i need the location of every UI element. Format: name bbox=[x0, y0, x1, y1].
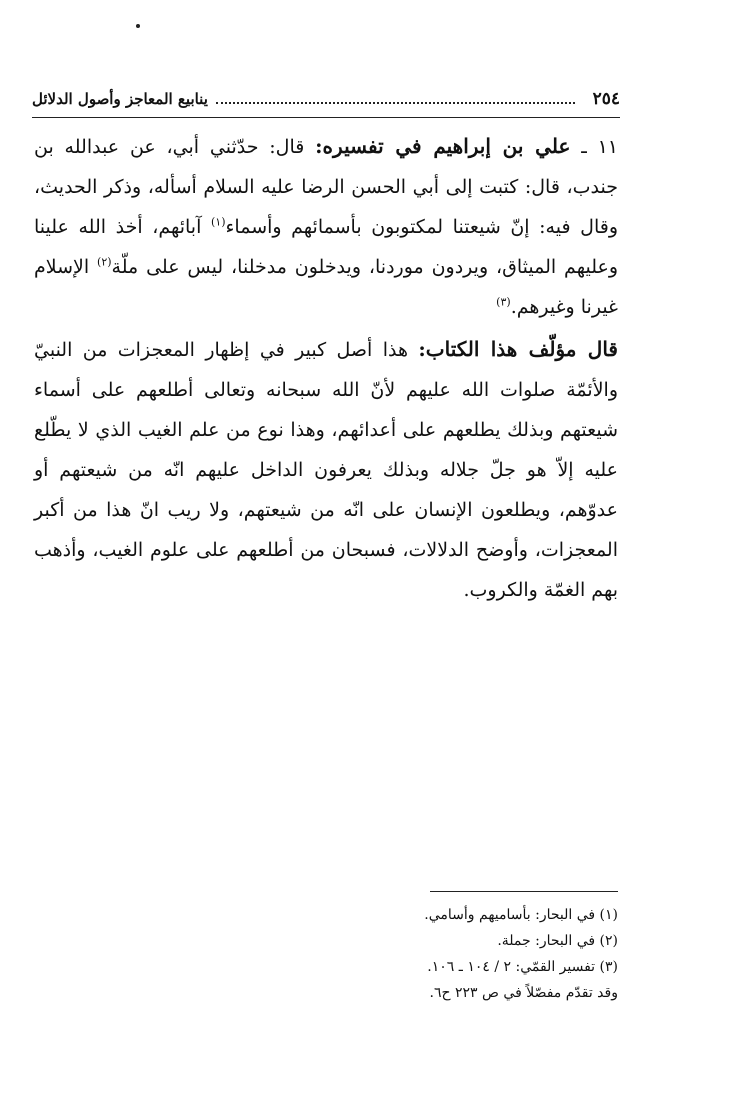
author-comment-paragraph bbox=[34, 329, 618, 610]
dotted-leader bbox=[216, 102, 575, 104]
hadith-text-2: آبائهم، أخذ الله علينا وعليهم الميثاق، ويردون موردنا، ويدخلون مدخلنا، ليس على ملّة bbox=[34, 216, 618, 278]
hadith-paragraph bbox=[34, 126, 618, 327]
main-text bbox=[34, 126, 618, 610]
footnote-rule bbox=[430, 891, 618, 892]
footnotes bbox=[200, 902, 618, 1006]
footnote-2: (٢) في البحار: جملة. bbox=[497, 933, 618, 949]
footnote-3-continuation: وقد تقدّم مفصّلاً في ص ٢٢٣ ح٦. bbox=[429, 985, 618, 1001]
footnote-ref-1: (١) bbox=[210, 215, 226, 229]
author-comment-text: هذا أصل كبير في إظهار المعجزات من النبيّ والأئمّة صلوات الله عليهم لأنّ الله سبحانه وتعالى أطلعهم على أسماء شيعتهم وبذلك يطلعهم على أعدائهم، وهذا نوع من علم الغيب الذي لا يطّلع عليه إلاّ هو جلّ جلاله وبذلك يعرفون الداخل عليهم انّه من شيعتهم أو عدوّهم، ويطلعون الإنسان على انّه من شيعتهم، ولا ريب انّ هذا من أكبر المعجزات، وأوضح الدلالات، فسبحان من أطلعهم على علوم الغيب، وأذهب بهم الغمّة والكروب. bbox=[34, 339, 618, 601]
hadith-number: ١١ ـ bbox=[581, 136, 619, 158]
hadith-text-3: الإسلام غيرنا وغيرهم. bbox=[34, 256, 618, 318]
running-header bbox=[32, 86, 620, 112]
hadith-source: علي بن إبراهيم في تفسيره: bbox=[315, 134, 571, 158]
page-number: ٢٥٤ bbox=[592, 89, 620, 109]
footnote-ref-2: (٢) bbox=[97, 255, 112, 269]
running-title: ينابيع المعاجز وأصول الدلائل bbox=[32, 90, 208, 108]
footnote-ref-3: (٣) bbox=[496, 295, 511, 309]
footnote-1: (١) في البحار: بأساميهم وأسامي. bbox=[424, 907, 618, 923]
header-rule bbox=[32, 117, 620, 118]
author-comment-lead: قال مؤلّف هذا الكتاب: bbox=[418, 337, 618, 361]
hadith-text-1: قال: حدّثني أبي، عن عبدالله بن جندب، قال: كتبت إلى أبي الحسن الرضا عليه السلام أسأله، وذكر الحديث، وقال فيه: إنّ شيعتنا لمكتوبون بأسمائهم وأسماء bbox=[34, 136, 618, 238]
footnote-3: (٣) تفسير القمّي: ٢ / ١٠٤ ـ ١٠٦. bbox=[427, 959, 618, 975]
page-speck bbox=[136, 24, 140, 28]
